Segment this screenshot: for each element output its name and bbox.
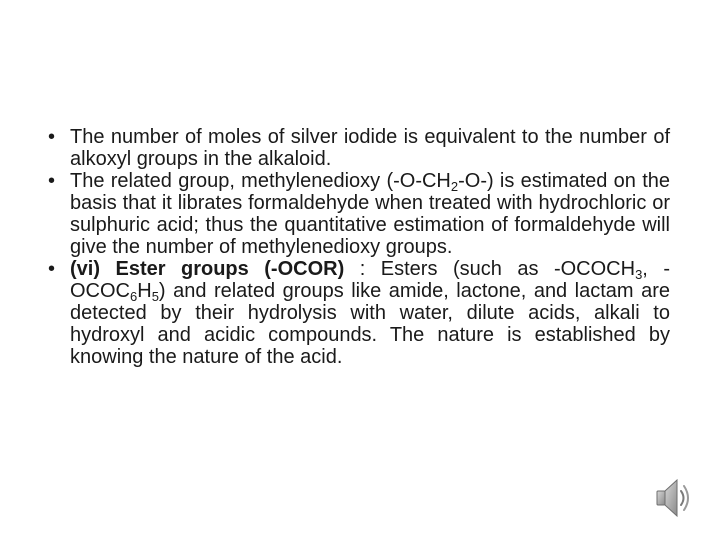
subscript: 6 (130, 289, 138, 304)
bullet-list (48, 126, 670, 368)
bullet-text: The number of moles of silver iodide is equivalent to the number of alkoxyl groups in the alkaloid. (70, 126, 670, 170)
bullet-item-3 (48, 258, 670, 368)
speaker-icon[interactable] (655, 475, 695, 521)
subscript: 3 (635, 267, 643, 282)
bullet-text-d: ) and related groups like amide, lactone, and lactam are detected by their hydrolysis with water, dilute acids, alkali to hydroxyl and acidic compounds. The nature is established by knowing the nature of the acid. (70, 280, 670, 368)
bullet-heading: (vi) Ester groups (-OCOR) (70, 258, 345, 280)
bullet-text-a: : Esters (such as -OCOCH (344, 258, 636, 280)
subscript: 5 (151, 289, 159, 304)
bullet-item-1 (48, 126, 670, 170)
bullet-text-after: -O-) is estimated on the basis that it librates formaldehyde when treated with hydrochloric or sulphuric acid; thus the quantitative estimation of formaldehyde will give the number of methylenedioxy groups. (70, 170, 670, 258)
bullet-item-2 (48, 170, 670, 258)
bullet-text-b: , -OCOC (70, 258, 671, 302)
bullet-text-c: H (137, 280, 152, 302)
bullet-text-before: The related group, methylenedioxy (-O-CH (70, 170, 451, 192)
subscript: 2 (450, 179, 459, 194)
